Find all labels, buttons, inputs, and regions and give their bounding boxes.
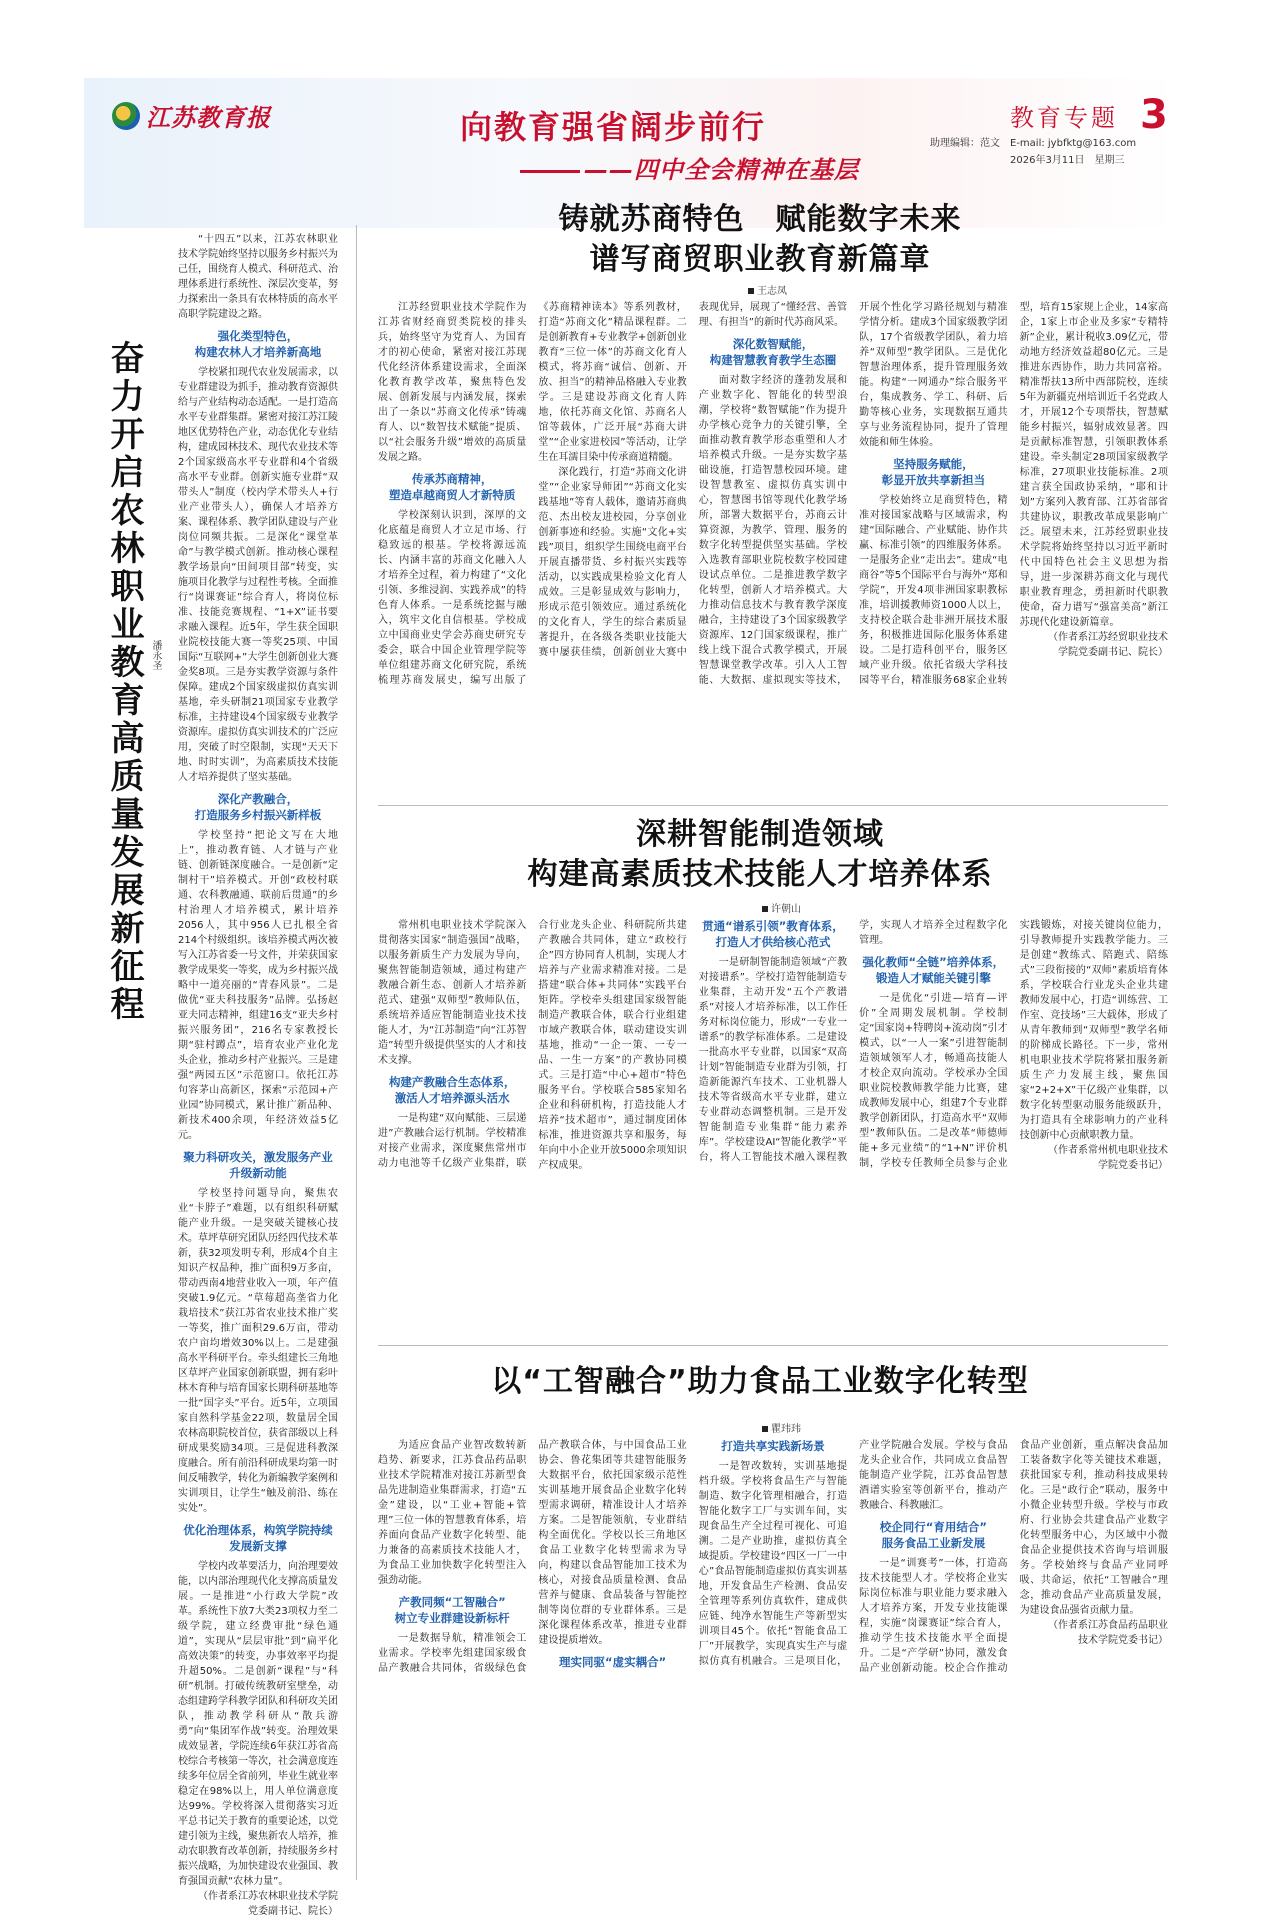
article1-author: 潘永圣 — [150, 640, 161, 670]
article4-body — [378, 1438, 1168, 1883]
article3-body — [378, 918, 1168, 1338]
article3-footer: （作者系常州机电职业技术学院党委书记） — [1047, 1145, 1168, 1171]
section-divider — [378, 1345, 1168, 1346]
column-divider — [356, 225, 357, 1880]
article3-subhead-3: 强化教师“全链”培养体系， 锻造人才赋能关键引擎 — [862, 955, 1005, 985]
article3-section-3: 一是优化“引进—培育—评价”全周期发展机制。学校制定“国家岗+特聘岗+流动岗”引才模式，以“一人一案”引进智能制造领域领军人才，畅通高技能人才校企双向流动。学校承办全国职业院校教师教学能力比赛，建成教师发展中心，组建7个专业群教学创新团队，打造高水平“双师型”教师队伍。二是改革“师德师能+多元业绩”的“1+N”评价机制，学校专任教师全员参与企业实践锻炼，对接关键岗位能力，引导教师提升实践教学能力。三是创建“教练式、陪跑式、陪练式”三段衔接的“双师”素质培育体系，学校联合行业龙头企业共建教师发展中心，打造“训练营、工作室、竞技场”三大载体，形成了从青年教师到“双师型”教学名师的阶梯成长路径。下一步，常州机电职业技术学院将紧扣服务新质生产力发展主线，聚焦国家“2+2+X”干亿级产业集群，以数字化转型驱动服务能级跃升，为打造具有全球影响力的产业科技创新中心贡献职教力量。 — [859, 920, 1168, 1169]
article4-section-1: 一是数据导航，精准领会工业需求。学校率先组建国家级食品产教融合共同体，省级绿色食品产教联合体，与中国食品工业协会、鲁花集团等共建智能服务大数据平台，依托国家级示范性实训基地开展食品企业数字化转型需求调研，精准设计人才培养方案。二是智能领航，专业群结构全面优化。学校以长三角地区食品工业数字化转型需求为导向，构建以食品智能加工技术为核心，对接食品质量检测、食品营养与健康、食品装备与智能控制等岗位群的专业群体系。三是深化课程体系改革，推进专业群建设提质增效。 — [378, 1440, 687, 1674]
article2-subhead-4: 坚持服务赋能， 彰显开放共享新担当 — [881, 457, 986, 487]
article4-subhead-3: 校企同行“育用结合” 服务食品工业新发展 — [879, 1520, 987, 1550]
article4-author: 瞿玮玮 — [762, 1420, 801, 1435]
article4-subhead-1: 产教同频“工智融合” 树立专业群建设新标杆 — [394, 1595, 510, 1625]
editor-info: 助理编辑：范文 E-mail: jybfktg@163.com — [930, 138, 1137, 149]
article1-body — [178, 232, 338, 1917]
article4-footer: （作者系江苏食品药品职业技术学院党委书记） — [1047, 1620, 1168, 1646]
article1-subhead-3: 聚力科研攻关，激发服务产业升级新动能 — [183, 1150, 333, 1180]
article2-body — [378, 300, 1168, 795]
logo-emblem-icon — [112, 102, 140, 130]
article1-section-2: 学校坚持“把论文写在大地上”，推动教育链、人才链与产业链、创新链深度融合。一是创新“定制村干”培养模式。开创“政校村联通、农科教融通、联前后贯通”的乡村治理人才培养模式，累计培养2056人，其中956人已扎根全省214个村级组织。该培养模式两次被写入江苏省委一号文件，并荣获国家教学成果奖一等奖，成为乡村振兴战略中一道亮丽的“青春风景”。二是做优“亚夫科技服务”品牌。弘扬赵亚夫同志精神，组建16支“亚夫乡村振兴服务团”，216名专家教授长期“驻村蹲点”，培育农业产业化龙头企业，推动乡村产业振兴。三是建强“两园五区”示范窗口。依托江苏句容茅山高新区，探索“示范园+产业园”协同模式，累计推广新品种、新技术400余项，年经济效益5亿元。 — [178, 830, 338, 1141]
article3-author: 许朝山 — [762, 900, 801, 915]
article2-author: 王志凤 — [748, 282, 787, 297]
article4-title: 以“工智融合”助力食品工业数字化转型 — [491, 1364, 1029, 1399]
article4-subhead-2: 理实同驱“虚实耦合” 打造共享实践新场景 — [559, 1439, 825, 1669]
article3-subhead-2: 贯通“谱系引领”教育体系， 打造人才供给核心范式 — [702, 919, 844, 949]
article2-footer: （作者系江苏经贸职业技术学院党委副书记、院长） — [1047, 632, 1168, 658]
article4-section-3: 一是“训赛考”一体，打造高技术技能型人才。学校将企业实际岗位标准与职业能力要求融入人才培养方案，开发专业技能课程，实施“岗课赛证”综合育人，推动学生技术技能水平全面提升。二是“产学研”协同，激发食品产业创新动能。校企合作推动食品产业创新，重点解决食品加工装备数字化等关键技术难题，获批国家专利，推动科技成果转化。三是“政行企”联动，服务中小微企业转型升级。学校与市政府、行业协会共建食品产业数字化转型服务中心，为区域中小微食品企业提供技术咨询与培训服务。学校始终与食品产业同呼吸、共命运，依托“工智融合”理念，推动食品产业高质量发展，为建设食品强省贡献力量。 — [859, 1440, 1168, 1674]
article4-section-2: 一是智改数转，实训基地提档升级。学校将食品生产与智能制造、数字化管理相融合，打造智能化数字工厂与实训车间，实现食品生产全过程可视化、可追溯。二是产业助推，虚拟仿真全域提质。学校建设“四区一厂一中心”食品智能制造虚拟仿真实训基地，开发食品生产检测、食品安全管理等系列仿真软件，建成供应链、纯净水智能生产等新型实训项目45个。依托“智能食品工厂”开展教学，实现真实生产与虚拟仿真有机融合。三是项目化，产业学院融合发展。学校与食品龙头企业合作，共同成立食品智能制造产业学院，江苏食品智慧酒谱实验室等创新平台，推动产教融合、科教融汇。 — [698, 1440, 1008, 1667]
article1-section-1: 学校紧扣现代农业发展需求，以专业群建设为抓手，推动教育资源供给与产业结构动态适配。一是打造高水平专业群集群。紧密对接江苏江陵地区优势特色产业，动态优化专业结构，建成园林技术、现代农业技术等2个国家级高水平专业群和4个省级高水平专业群。创新实施专业群“双带头人”制度（校内学术带头人+行业产业带头人），确保人才培养方案、课程体系、教学团队建设与产业岗位同频共振。二是深化“课堂革命”与教学模式创新。推动核心课程教学场景向“田间项目部”转变，实施项目化教学与过程性考核。全面推行“岗课赛证”综合育人，将岗位标准、技能竞赛规程、“1+X”证书要求融入课程。近5年，学生获全国职业院校技能大赛一等奖25项、中国国际“互联网+”大学生创新创业大赛金奖8项。三是夯实教学资源与条件保障。建成2个国家级虚拟仿真实训基地，牵头研制21项国家专业教学标准，主持建设4个国家级专业教学资源库。虚拟仿真实训技术的广泛应用，突破了时空限制，实现“天天下地、时时实训”，为高素质技术技能人才培养提供了坚实基础。 — [178, 367, 338, 783]
article1-subhead-2: 深化产教融合， 打造服务乡村振兴新样板 — [194, 792, 322, 822]
article2-subhead-1: 传承苏商精神， 塑造卓越商贸人才新特质 — [388, 472, 516, 502]
page-subheadline: ——四中全会精神在基层 — [520, 150, 859, 185]
article1-title: 奋力开启农林职业教育高质量发展新征程 — [104, 340, 144, 1024]
section-divider — [378, 805, 1168, 806]
article3-subhead-1: 构建产教融合生态体系， 激活人才培养源头活水 — [388, 1075, 516, 1105]
article2-subhead-3: 深化数智赋能， 构建智慧教育教学生态圈 — [709, 337, 837, 367]
article3-section-1: 一是构建“双向赋能、三层递进”产教融合运行机制。学校精准对接产业需求，深度聚焦常州市动力电池等千亿级产业集群，联合行业龙头企业、科研院所共建产教融合共同体，建立“政校行企”四方协同育人机制，实现人才培养与产业需求精准对接。二是搭建“联合体+共同体”实践平台矩阵。学校牵头组建国家级智能制造产教联合体，联合行业组建市域产教联合体，联动建设实训基地，推动“一企一策、一专一品、一生一方案”的产教协同模式。三是打造“中心+超市”特色服务平台。学校联合585家知名企业和科研机构，打造技能人才培养“技术超市”，通过制度团体标准，推进资源共享和服务，每年向中小企业开放5000余项知识产权成果。 — [378, 920, 687, 1171]
article1-subhead-1: 强化类型特色， 构建农林人才培养新高地 — [194, 329, 322, 359]
article1-section-3: 学校坚持问题导向，聚焦农业“卡脖子”难题，以有组织科研赋能产业升级。一是突破关键核心技术。草坪草研究团队历经四代技术革新，获32项发明专利，形成4个自主知识产权品种，推广面积9万多亩，带动西南4地营业收入一项，年产值突破1.9亿元。“草莓超高垄省力化栽培技术”获江苏省农业技术推广奖一等奖，推广面积29.6万亩，带动农户亩均增效30%以上。二是建强高水平科研平台。牵头组建长三角地区草坪产业国家创新联盟，拥有彩叶林木育种与培育国家长期科研基地等一批“国字头”平台。近5年，立项国家自然科学基金22项，数量居全国农林高职院校首位，获省部级以上科研成果奖励34项。三是促进科教深度融合。所有前沿科研成果均第一时间反哺教学，转化为新编教学案例和实训项目，让学生“触及前沿、练在实处”。 — [178, 1188, 338, 1514]
article1-subhead-4: 优化治理体系，构筑学院持续发展新支撑 — [183, 1523, 333, 1553]
article2-section-3: 面对数字经济的蓬勃发展和产业数字化、智能化的转型浪潮，学校将“数智赋能”作为提升办学核心竞争力的关键引擎，全面推动教育教学形态重塑和人才培养模式升级。一是夯实数字基础设施，打造智慧校园环境。建设智慧教室、虚拟仿真实训中心，智慧图书馆等现代化教学场所，部署大数据平台，苏商云计算资源，为教学、管理、服务的数字化转型提供坚实基础。学校入选教育部职业院校数字校园建设试点单位。二是推进教学数字化转型，创新人才培养模式。大力推动信息技术与教育教学深度融合，主持建设了3个国家级教学资源库、12门国家级课程，推广线上线下混合式教学模式，开展智慧课堂教学改革。引入人工智能、大数据、虚拟现实等技术，开展个性化学习路径规划与精准学情分析。建成3个国家级教学团队，17个省级教学团队，着力培养“双师型”教学团队。三是优化智慧治理体系，提升管理服务效能。构建“一网通办”综合服务平台，集成教务、学工、科研、后勤等核心业务，实现数据互通共享与业务流程协同，提升了管理效能和师生体验。 — [698, 302, 1008, 686]
article2-section-4: 学校始终立足商贸特色，精准对接国家战略与区域需求，构建“国际融合、产业赋能、协作共赢、标准引领”的四维服务体系。一是服务企业“走出去”。建成“电商谷”等5个国际平台与海外“郑和学院”，开发4项非洲国家职教标准，培训援教师资1000人以上，支持校企联合赴非洲开展技术服务，积极推进国际化服务体系建设。二是打造科创平台，服务区域产业升级。依托省级大学科技园等平台，精准服务68家企业转型，培育15家规上企业，14家高企，1家上市企业及多家“专精特新”企业，累计税收3.09亿元，带动地方经济效益超80亿元。三是推进东西协作，助力共同富裕。精准帮扶13所中西部院校，连续5年为新疆克州培训近千名党政人才，开展12个专项帮扶，智慧赋能乡村振兴，辐射成效显著。四是贡献标准智慧，引领职教体系建设。牵头制定28项国家级教学标准，27项职业技能标准。2项建言获全国政协采纳，“耶和计划”方案列入教育部、江苏省部省共建协议，职教改革成果影响广泛。展望未来，江苏经贸职业技术学院将始终坚持以习近平新时代中国特色社会主义思想为指导，进一步深耕苏商文化与现代职业教育理念，勇担新时代职教使命，奋力谱写“强富美高”新江苏现代化建设新篇章。 — [859, 302, 1168, 686]
article3-section-2: 一是研制智能制造领域“产教对接谱系”。学校打造智能制造专业集群，主动开发“五个产教谱系”对接人才培养标准，以工作任务对标岗位能力，形成“一专业一谱系”的教学标准体系。二是建设一批高水平专业群，以国家“双高计划”智能制造专业群为引领，打造新能源汽车技术、工业机器人技术等省级高水平专业群，建立专业群动态调整机制。三是开发智能制造专业集群“能力素养库”。学校建设AI“智能化教学”平台，将人工智能技术融入课程教学，实现人才培养全过程数字化管理。 — [698, 920, 1008, 1163]
logo — [112, 98, 271, 133]
logo-text: 江苏教育报 — [146, 103, 271, 132]
issue-date: 2026年3月11日 星期三 — [1010, 155, 1125, 166]
article3-title: 深耕智能制造领域 构建高素质技术技能人才培养体系 — [527, 817, 993, 892]
article4-intro: 为适应食品产业智改数转新趋势、新要求，江苏食品药品职业技术学院精准对接江苏新型食品先进制造业集群需求，打造“五金”建设，以“工业+智能+管理”三位一体的智慧教育体系，培养面向食品产业数字化转型、能力兼备的高素质技术技能人才，为食品工业加快数字化转型注入强劲动能。 — [378, 1440, 527, 1586]
article3-intro: 常州机电职业技术学院深入贯彻落实国家“制造强国”战略，以服务新质生产力发展为导向，聚焦智能制造领域，通过构建产教融合新生态、创新人才培养新范式、建强“双师型”教师队伍，系统培养适应智能制造业技术技能人才，为“江苏制造”向“江苏智造”转型升级提供坚实的人才和技术支撑。 — [378, 920, 527, 1066]
page-number: 3 — [1140, 92, 1168, 138]
article1-section-4: 学校内改革要活力，向治理要效能，以内部治理现代化支撑高质量发展。一是推进“小行政大学院”改革。系统性下放7大类23项权力至二级学院，建立经费审批“绿色通道”，实现从“层层审批”到“扁平化高效决策”的转变，办事效率平均提升超50%。二是创新“课程”与“科研”机制。打破传统教研室壁垒，动态组建跨学科教学团队和科研攻关团队，推动教学科研从“散兵游勇”向“集团军作战”转变。治理效果成效显著，学院连续6年获江苏省高校综合考核第一等次，社会满意度连续多年位居全省前列，毕业生就业率稳定在98%以上，用人单位满意度达99%。学校将深入贯彻落实习近平总书记关于教育的重要论述，以党建引领为主线，聚焦新农人培养，推动农职教育改革创新，持续服务乡村振兴战略，为加快建设农业强国、教育强国贡献“农林力量”。 — [178, 1561, 338, 1887]
page-headline: 向教育强省阔步前行 — [460, 108, 767, 146]
article2-section-2: 深化践行，打造“苏商文化讲堂”“企业家导师团”“苏商文化实践基地”等育人载体，邀请苏商典范、杰出校友进校园，分享创业创新事迹和经验。实施“文化+实践”项目，组织学生围绕电商平台开展直播带货、乡村振兴实践等活动，以实践成果检验文化育人成效。三是彰显成效与影响力，形成示范引领效应。通过系统化的文化育人，学生的综合素质显著提升，在各级各类职业技能大赛中屡获佳绩，创新创业大赛中表现优异，展现了“懂经营、善管理、有担当”的新时代苏商风采。 — [538, 302, 848, 658]
article1-intro: “十四五”以来，江苏农林职业技术学院始终坚持以服务乡村振兴为己任，围绕育人模式、科研范式、治理体系进行系统性、深层次变革，努力探索出一条具有农林特质的高水平高职学院建设之路。 — [178, 234, 338, 320]
article2-intro: 江苏经贸职业技术学院作为江苏省财经商贸类院校的排头兵，始终坚守为党育人、为国育才的初心使命，紧密对接江苏现代化经济体系建设需求，全面深化教育教学改革，聚焦特色发展、创新发展与内涵发展，探索出了一条以“苏商文化传承”铸魂育人、以“数智技术赋能”提质、以“社会服务升级”增效的高质量发展之路。 — [378, 302, 527, 463]
article2-title: 铸就苏商特色 赋能数字未来 谱写商贸职业教育新篇章 — [558, 202, 962, 277]
section-name: 教育专题 — [1010, 104, 1118, 132]
article1-footer: （作者系江苏农林职业技术学院党委副书记、院长） — [198, 1891, 338, 1917]
article2-section-1: 学校深刻认识到，深厚的文化底蕴是商贸人才立足市场、行稳致远的根基。学校将源远流长、内涵丰富的苏商文化融入人才培养全过程，着力构建了“文化引领、多维浸润、实践养成”的特色育人体系。一是系统挖掘与融入，筑牢文化自信根基。学校成立中国商业史学会苏商史研究专委会，联合中国企业管理学院等单位组建苏商文化研究院，系统梳理苏商发展史，编写出版了《苏商精神读本》等系列教材，打造“苏商文化”精品课程群。二是创新教育+专业教学+创新创业教育“三位一体”的苏商文化育人模式，将苏商“诚信、创新、开放、担当”的精神品格融入专业教学。三是建设苏商文化育人阵地，依托苏商文化馆、苏商名人馆等载体，广泛开展“苏商大讲堂”“企业家进校园”等活动，让学生在耳濡目染中传承商道精髓。 — [378, 302, 687, 686]
